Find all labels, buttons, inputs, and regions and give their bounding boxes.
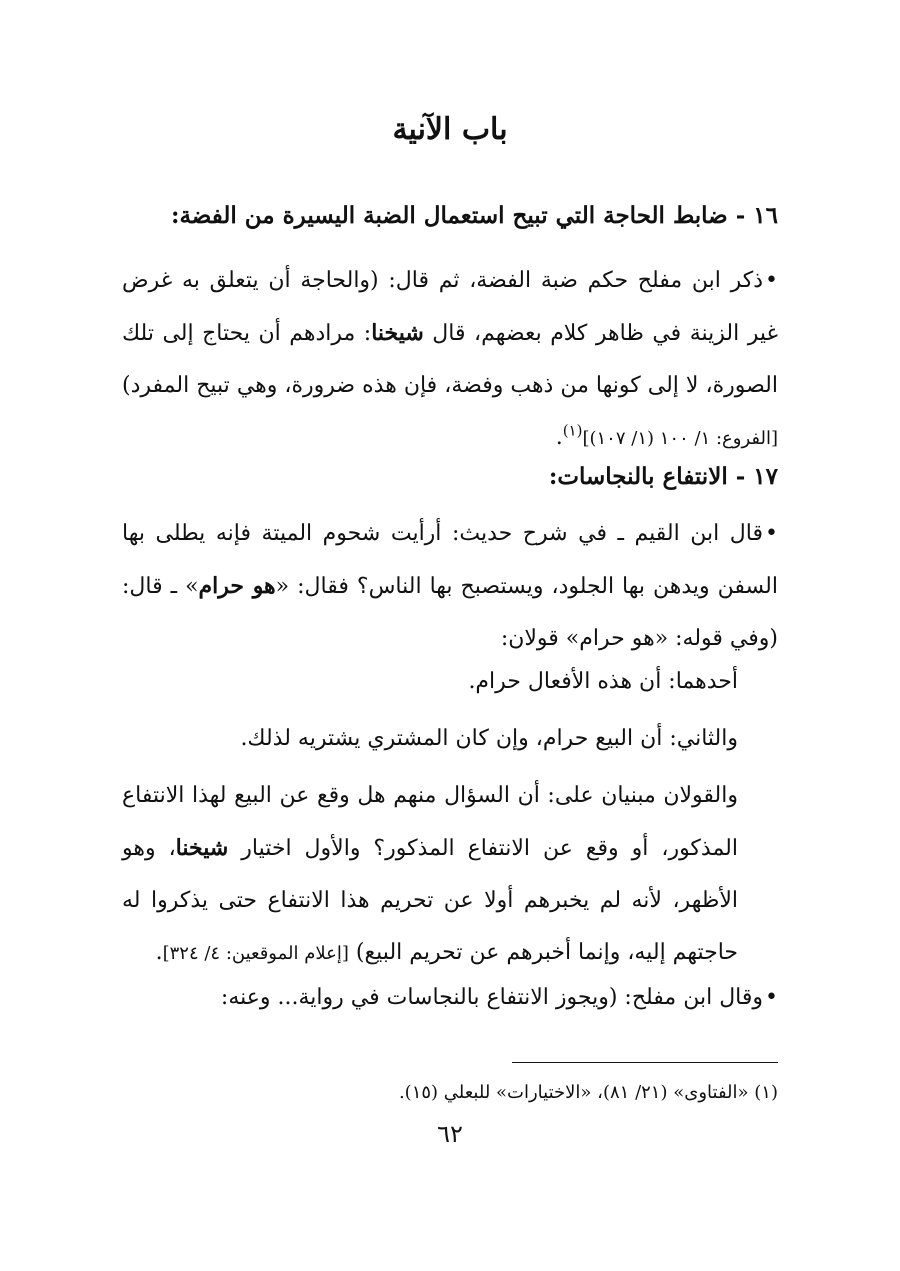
bullet-marker: •: [765, 268, 778, 293]
opinion-first: أحدهما: أن هذه الأفعال حرام.: [468, 669, 738, 694]
footnote-separator: [512, 1062, 778, 1063]
opinion-second: والثاني: أن البيع حرام، وإن كان المشتري يشتريه لذلك.: [240, 726, 738, 751]
section-17-heading: ١٧ - الانتفاع بالنجاسات:: [548, 463, 778, 490]
section-17-p2-end-period: .: [155, 940, 163, 965]
section-16-text-part-1: ذكر ابن مفلح حكم ضبة الفضة، ثم قال: (والحاجة أن يتعلق به غرض غير الزينة في ظاهر كلام بعضهم، قال: [122, 268, 778, 346]
section-17-p2-text-part-1: والقولان مبنيان على: أن السؤال منهم هل وقع عن البيع لهذا الانتفاع المذكور، أو وقع عن الانتفاع المذكور؟ والأول اختيار: [122, 783, 738, 861]
bullet-marker: •: [765, 985, 778, 1010]
chapter-title: باب الآنية: [392, 112, 508, 147]
section-16-text-part-2: : مرادهم أن يحتاج إلى تلك الصورة، لا إلى كونها من ذهب وفضة، فإن هذه ضرورة، وهي تبيح المفرد): [122, 321, 778, 398]
section-17-paragraph-1: [122, 508, 778, 665]
section-17-p2-bold-shaykh: شيخنا: [175, 835, 229, 861]
section-16-heading: ١٦ - ضابط الحاجة التي تبيح استعمال الضبة اليسيرة من الفضة:: [170, 202, 778, 229]
section-17-paragraph-2: [122, 770, 778, 980]
footnote-reference-1[interactable]: (١): [562, 421, 583, 440]
bullet-marker: •: [765, 521, 778, 546]
section-17-p3-text: وقال ابن مفلح: (ويجوز الانتفاع بالنجاسات في رواية... وعنه:: [220, 985, 764, 1010]
section-17-p1-text-part-2: » ـ قال: (وفي قوله: «هو حرام» قولان:: [122, 574, 778, 651]
section-16-source-citation: [الفروع: ١/ ١٠٠ (١/ ١٠٧)]: [582, 428, 778, 449]
page-number: ٦٢: [437, 1120, 463, 1148]
section-16-end-period: .: [555, 425, 563, 450]
footnote-1: (١) «الفتاوى» (٢١/ ٨١)، «الاختيارات» للبعلي (١٥).: [398, 1082, 778, 1103]
section-17-p1-text-part-1: قال ابن القيم ـ في شرح حديث: أرأيت شحوم الميتة فإنه يطلى بها السفن ويدهن بها الجلود، ويستصبح بها الناس؟ فقال: «: [122, 521, 779, 599]
section-17-paragraph-3: [122, 972, 778, 1024]
section-17-p1-bold: هو حرام: [198, 573, 276, 599]
section-17-p2-text-part-2: ، وهو الأظهر، لأنه لم يخبرهم أولا عن تحريم هذا الانتفاع حتى يذكروا له حاجتهم إليه، وإنما أخبرهم عن تحريم البيع): [122, 836, 738, 965]
section-17-p2-source-citation: [إعلام الموقعين: ٤/ ٣٢٤]: [162, 943, 349, 964]
section-16-bold-shaykh: شيخنا: [371, 320, 424, 346]
section-16-paragraph: [122, 255, 778, 465]
